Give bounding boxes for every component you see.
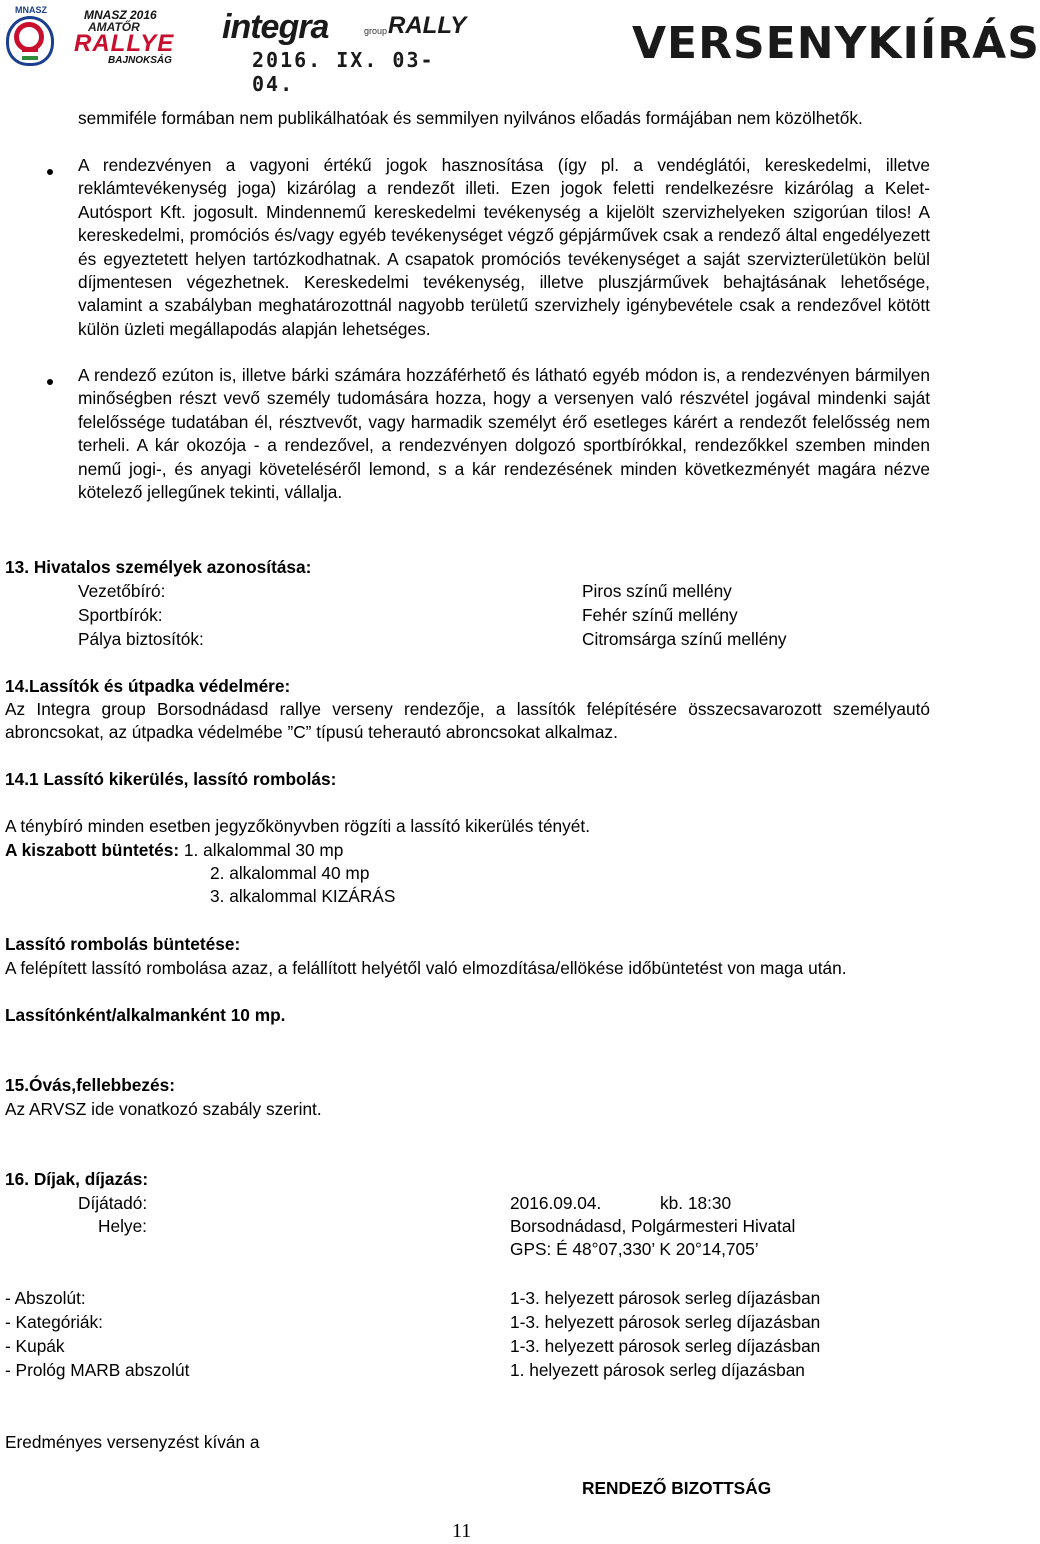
amator-rallye-logo (68, 8, 208, 68)
penalty-value-1: 1. alkalommal 30 mp (183, 840, 344, 860)
prize-description: 1-3. helyezett párosok serleg díjazásban (510, 1312, 821, 1332)
section-15-heading: 15.Óvás,fellebbezés: (5, 1075, 176, 1095)
official-vest: Piros színű mellény (582, 581, 732, 601)
bullet-paragraph-liability: A rendező ezúton is, illetve bárki számára hozzáférhető és látható egyéb módon is, a rendezvényen bármilyen minőségben részt vevő személy tudomására hozza, hogy a versenyen való részvétel jogával mindenki saját felelőssége tudatában él, résztvevőt, vagy harmadik személyt érő esetleges kárért a rendezőt felelősség nem terheli. A kár okozója - a rendezővel, a rendezvényen dolgozó sportbírókkal, rendezőkkel szemben minden nemű jogi-, és anyagi követeléséről lemond, s a kár rendezésének minden következményét magára nézve kötelező jellegűnek tekinti, vállalja. (78, 365, 930, 503)
prize-description: 1-3. helyezett párosok serleg díjazásban (510, 1336, 821, 1356)
prize-category: - Abszolút: (5, 1288, 86, 1308)
section-16-heading: 16. Díjak, díjazás: (5, 1169, 149, 1189)
mnasz-label: MNASZ (15, 5, 47, 15)
integra-word: integra (222, 8, 329, 46)
prize-category: - Prológ MARB abszolút (5, 1360, 190, 1380)
official-role: Vezetőbíró: (78, 581, 166, 601)
bullet-icon (47, 169, 53, 175)
integra-rally-logo (222, 8, 467, 96)
prize-description: 1-3. helyezett párosok serleg díjazásban (510, 1288, 821, 1308)
penalty-label: A kiszabott büntetés: (5, 840, 180, 860)
bullet-icon (47, 379, 53, 385)
integra-rally: RALLY (388, 12, 467, 39)
amator-line-1: MNASZ 2016 (84, 8, 157, 22)
amator-line-2: AMATŐR (88, 20, 140, 34)
section-15-text: Az ARVSZ ide vonatkozó szabály szerint. (5, 1099, 322, 1119)
penalty-line-1 (5, 839, 343, 862)
header-banner (0, 0, 1040, 96)
integra-date: 2016. IX. 03-04. (252, 48, 435, 96)
place-value: Borsodnádasd, Polgármesteri Hivatal (510, 1216, 796, 1236)
hungarian-flag-icon (22, 48, 38, 60)
award-label: Díjátadó: (78, 1193, 148, 1213)
award-time: kb. 18:30 (660, 1193, 732, 1213)
gps-coordinates: GPS: É 48°07,330’ K 20°14,705’ (510, 1239, 759, 1259)
section-14-text: Az Integra group Borsodnádasd rallye verseny rendezője, a lassítók felépítésére összecsavarozott személyautó abroncsokat, az útpadka védelmébe ”C” típusú teherautó abroncsokat alkalmaz. (5, 699, 930, 743)
bullet-paragraph-commercial-rights: A rendezvényen a vagyoni értékű jogok hasznosítása (így pl. a vendéglátói, kereskedelmi, illetve reklámtevékenység joga) kizárólag a rendezőt illeti. Ezen jogok feletti rendelkezésre kizárólag a Kelet-Autósport Kft. jogosult. Mindennemű kereskedelmi tevékenység a kijelölt szervizhelyeken szigorúan tilos! A kereskedelmi, promóciós és/vagy egyéb tevékenységet végző gépjárművek csak a rendező által engedélyezett és egyeztetett helyen tartózkodhatnak. A csapatok promóciós tevékenységet a saját szervizterületükön belül díjmentesen végezhetnek. Kereskedelmi tevékenység, illetve pluszjárművek behajtásának lehetősége, valamint a szabályban meghatározottnál nagyobb területű szervizhely igénybevétele csak a rendezővel kötött külön üzleti megállapodás alapján lehetséges. (78, 155, 930, 339)
page-number: 11 (452, 1520, 472, 1542)
closing-text: Eredményes versenyzést kíván a (5, 1432, 260, 1452)
prize-category: - Kategóriák: (5, 1312, 103, 1332)
place-label: Helye: (98, 1216, 147, 1236)
amator-line-3: RALLYE (74, 30, 175, 57)
section-14-heading: 14.Lassítók és útpadka védelmére: (5, 676, 291, 696)
intro-paragraph: semmiféle formában nem publikálhatóak és semmilyen nyilvános előadás formájában nem közölhetők. (78, 108, 863, 128)
prize-description: 1. helyezett párosok serleg díjazásban (510, 1360, 805, 1380)
penalty-value-2: 2. alkalommal 40 mp (210, 863, 370, 883)
section-14-1-text: A ténybíró minden esetben jegyzőkönyvben rögzíti a lassító kikerülés tényét. (5, 816, 591, 836)
document-title: VERSENYKIÍRÁS (632, 18, 1040, 69)
destroy-rate: Lassítónként/alkalmanként 10 mp. (5, 1005, 286, 1025)
destroy-text: A felépített lassító rombolása azaz, a felállított helyétől való elmozdítása/ellökése időbüntetést von maga után. (5, 958, 847, 978)
destroy-heading: Lassító rombolás büntetése: (5, 934, 241, 954)
official-vest: Fehér színű mellény (582, 605, 738, 625)
section-13-heading: 13. Hivatalos személyek azonosítása: (5, 557, 312, 577)
signature: RENDEZŐ BIZOTTSÁG (582, 1478, 772, 1498)
award-date: 2016.09.04. (510, 1193, 602, 1213)
integra-group: group (364, 26, 388, 36)
official-vest: Citromsárga színű mellény (582, 629, 787, 649)
penalty-value-3: 3. alkalommal KIZÁRÁS (210, 886, 396, 906)
official-role: Sportbírók: (78, 605, 163, 625)
official-role: Pálya biztosítók: (78, 629, 204, 649)
prize-category: - Kupák (5, 1336, 65, 1356)
section-14-1-heading: 14.1 Lassító kikerülés, lassító rombolás: (5, 769, 337, 789)
mnasz-logo (2, 6, 60, 68)
amator-line-4: BAJNOKSÁG (108, 55, 172, 66)
